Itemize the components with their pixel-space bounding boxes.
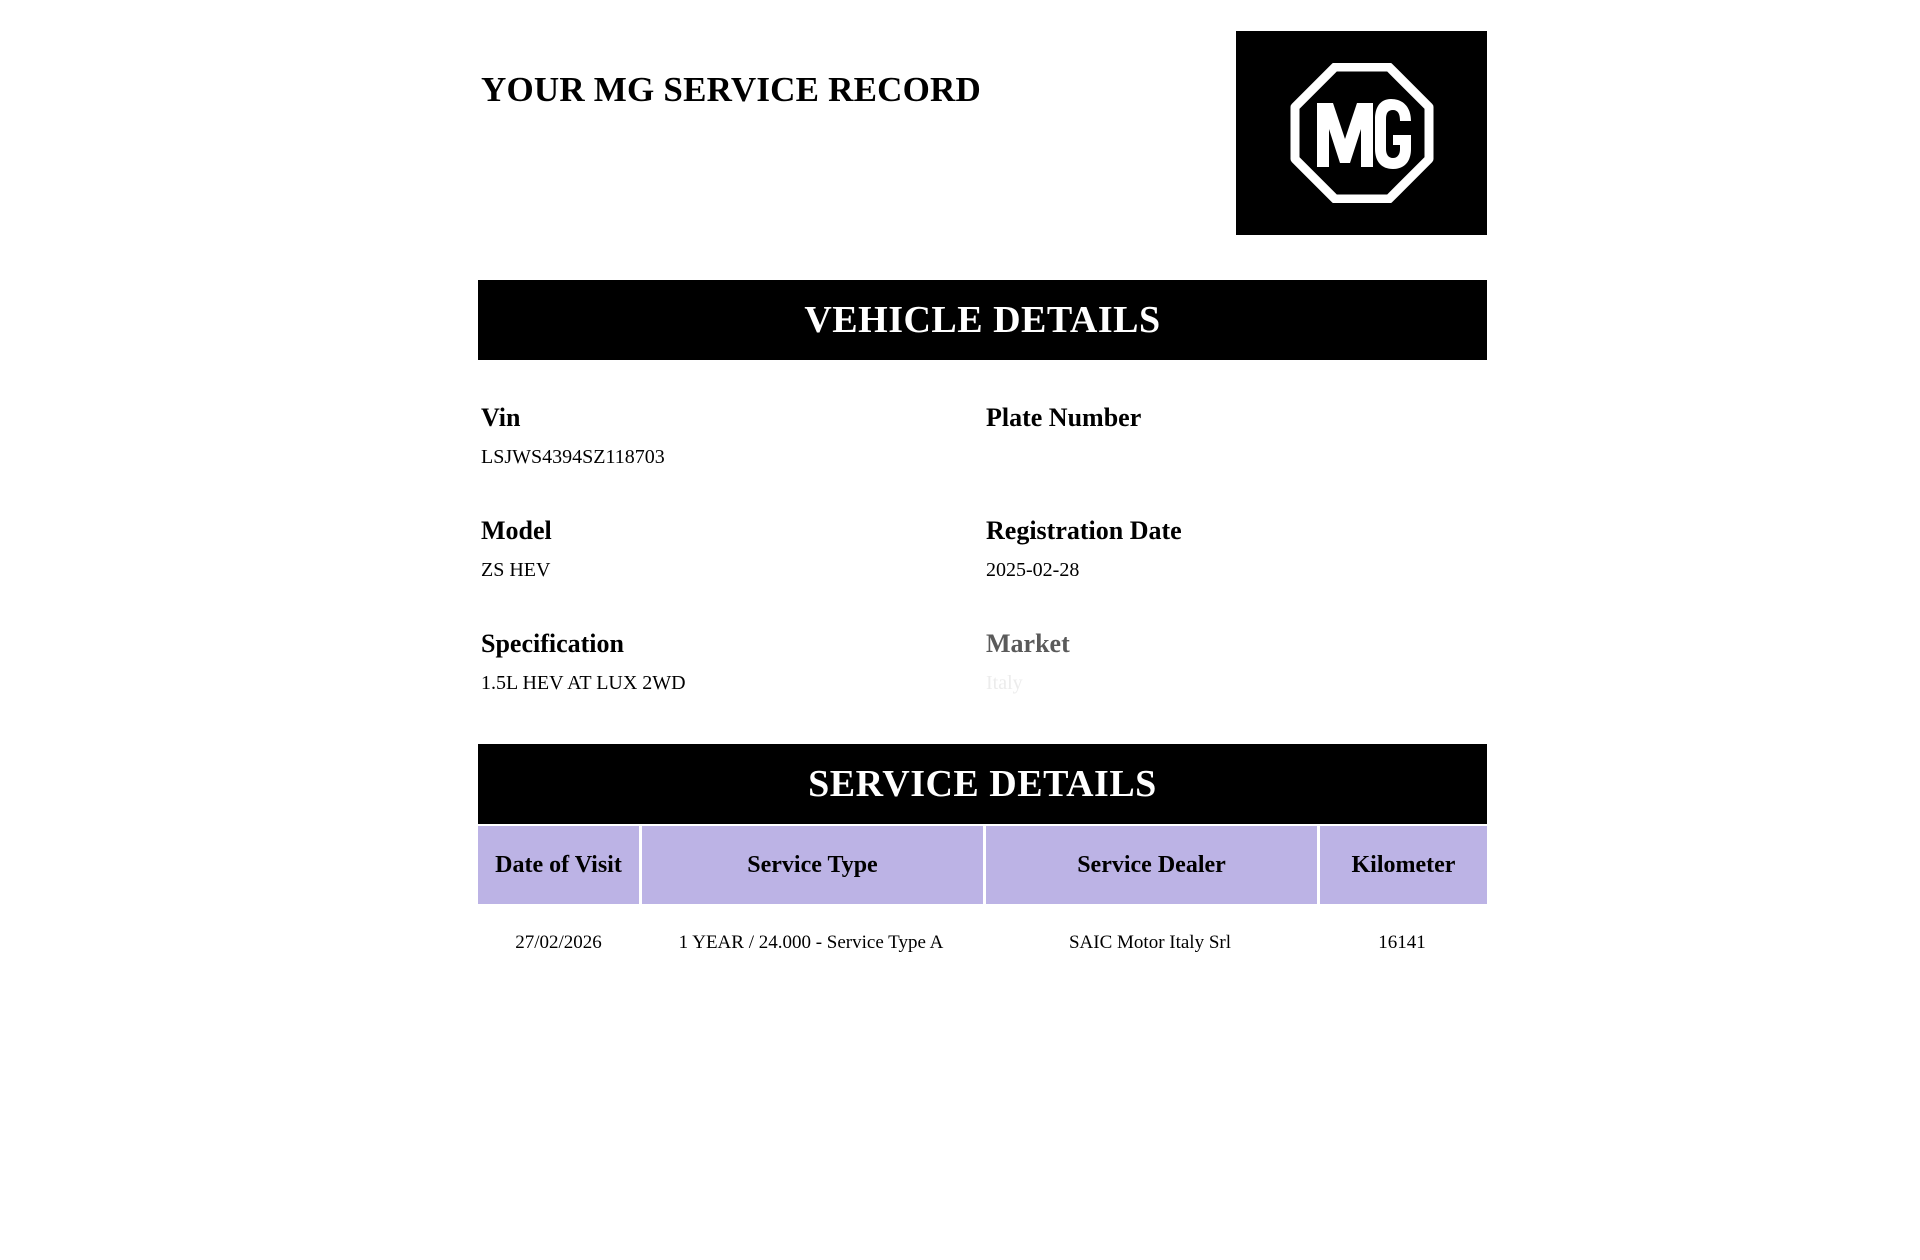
model-field — [481, 516, 961, 582]
specification-label: Specification — [481, 629, 624, 658]
column-header-service-dealer: Service Dealer — [983, 824, 1317, 904]
vehicle-details-header: VEHICLE DETAILS — [478, 280, 1487, 360]
market-field — [986, 629, 1466, 695]
cell-service-dealer: SAIC Motor Italy Srl — [1068, 932, 1232, 953]
column-header-kilometer: Kilometer — [1317, 824, 1487, 904]
plate-number-label: Plate Number — [986, 403, 1142, 432]
document-title: YOUR MG SERVICE RECORD — [481, 70, 982, 109]
column-header-date-of-visit: Date of Visit — [478, 824, 639, 904]
specification-value: 1.5L HEV AT LUX 2WD — [481, 672, 686, 694]
market-label: Market — [986, 629, 1070, 658]
cell-service-type: 1 YEAR / 24.000 - Service Type A — [678, 932, 944, 953]
registration-date-value: 2025-02-28 — [986, 559, 1080, 581]
service-record-page — [478, 0, 1486, 1260]
vin-value: LSJWS4394SZ118703 — [481, 446, 665, 468]
plate-number-value — [986, 445, 1466, 469]
cell-kilometer: 16141 — [1378, 932, 1426, 953]
model-label: Model — [481, 516, 552, 545]
table-row — [478, 904, 1487, 982]
registration-date-label: Registration Date — [986, 516, 1182, 545]
service-table — [478, 824, 1487, 982]
mg-octagon-logo-icon — [1287, 63, 1437, 203]
model-value: ZS HEV — [481, 559, 551, 581]
vin-field — [481, 403, 961, 469]
column-header-service-type: Service Type — [639, 824, 983, 904]
plate-number-field — [986, 403, 1466, 469]
service-details-header: SERVICE DETAILS — [478, 744, 1487, 824]
specification-field — [481, 629, 961, 695]
cell-date-of-visit: 27/02/2026 — [515, 932, 602, 953]
vin-label: Vin — [481, 403, 521, 432]
registration-date-field — [986, 516, 1466, 582]
service-table-header-row — [478, 824, 1487, 904]
mg-logo — [1236, 31, 1487, 235]
market-value: Italy — [986, 672, 1023, 694]
